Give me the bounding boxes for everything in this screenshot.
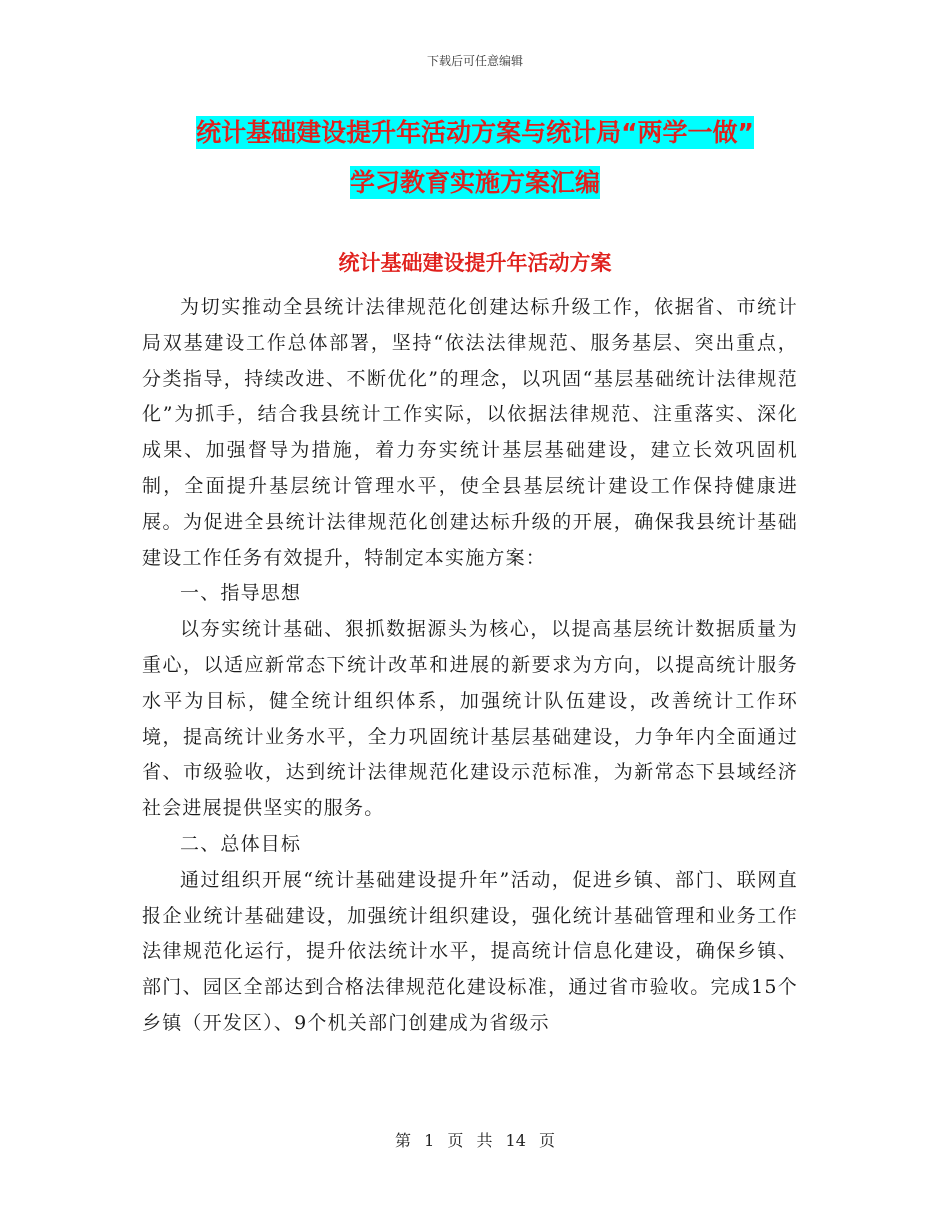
header-note: 下载后可任意编辑 <box>426 54 523 68</box>
heading-guiding-ideology: 一、指导思想 <box>180 582 302 605</box>
document-title <box>0 108 950 208</box>
guiding-ideology-paragraph: 以夯实统计基础、狠抓数据源头为核心，以提高基层统计数据质量为重心，以适应新常态下统计改革和进展的新要求为方向，以提高统计服务水平为目标，健全统计组织体系，加强统计队伍建设，改善统计工作环境，提高统计业务水平，全力巩固统计基层基础建设，力争年内全面通过省、市级验收，达到统计法律规范化建设示范标准，为新常态下县域经济社会进展提供坚实的服务。 <box>142 618 798 820</box>
body-text <box>142 290 798 1042</box>
intro-paragraph: 为切实推动全县统计法律规范化创建达标升级工作，依据省、市统计局双基建设工作总体部署，坚持“依法法律规范、服务基层、突出重点，分类指导，持续改进、不断优化”的理念，以巩固“基层基础统计法律规范化”为抓手，结合我县统计工作实际，以依据法律规范、注重落实、深化成果、加强督导为措施，着力夯实统计基层基础建设，建立长效巩固机制，全面提升基层统计管理水平，使全县基层统计建设工作保持健康进展。为促进全县统计法律规范化创建达标升级的开展，确保我县统计基础建设工作任务有效提升，特制定本实施方案： <box>142 296 798 569</box>
title-line-1: 统计基础建设提升年活动方案与统计局“两学一做” <box>196 118 754 147</box>
overall-goal-paragraph: 通过组织开展“统计基础建设提升年”活动，促进乡镇、部门、联网直报企业统计基础建设，加强统计组织建设，强化统计基础管理和业务工作法律规范化运行，提升依法统计水平，提高统计信息化建设，确保乡镇、部门、园区全部达到合格法律规范化建设标准，通过省市验收。完成15个乡镇（开发区）、9个机关部门创建成为省级示 <box>142 868 798 1034</box>
title-line-2: 学习教育实施方案汇编 <box>349 168 600 197</box>
page-footer: 第 1 页 共 14 页 <box>395 1131 555 1150</box>
section-title: 统计基础建设提升年活动方案 <box>338 251 612 275</box>
heading-overall-goal: 二、总体目标 <box>180 832 302 855</box>
